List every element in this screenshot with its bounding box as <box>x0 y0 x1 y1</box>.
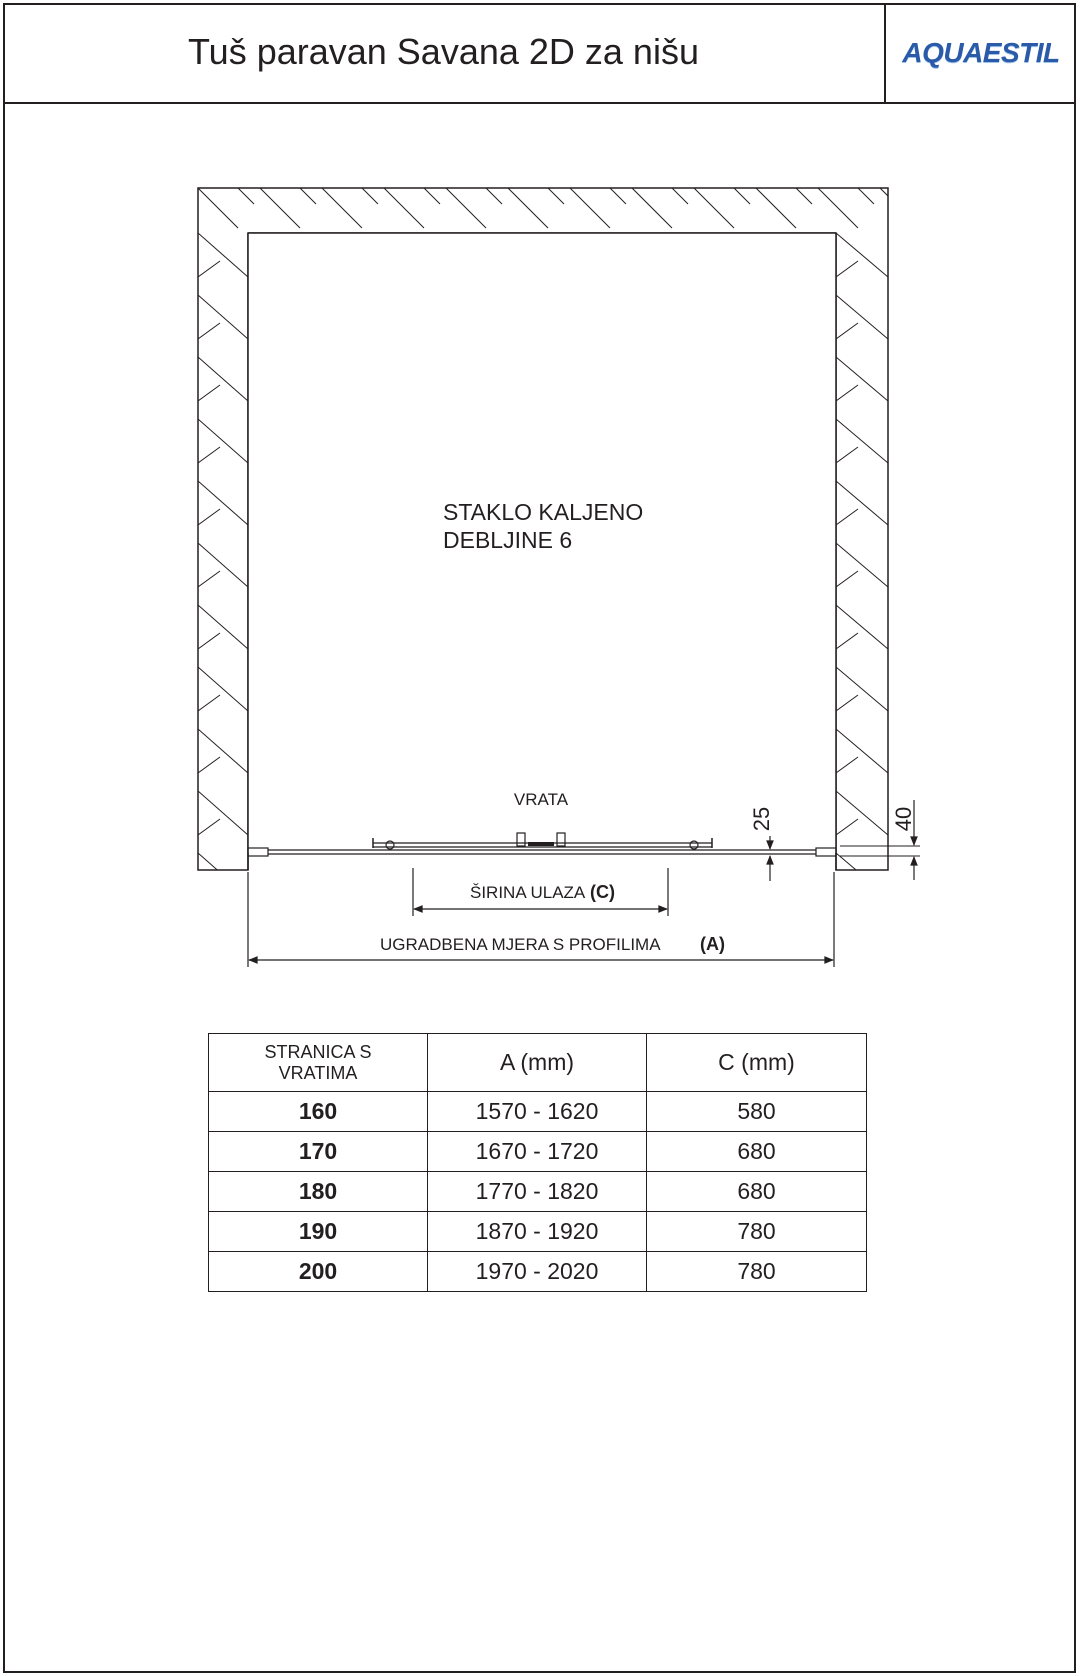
install-size-label: UGRADBENA MJERA S PROFILIMA <box>380 935 661 954</box>
table-row: 190 1870 - 1920 780 <box>209 1212 867 1252</box>
dimension-40 <box>840 800 920 880</box>
table-header-row <box>209 1034 867 1092</box>
entry-width-label: ŠIRINA ULAZA <box>470 883 586 902</box>
glass-label-line1: STAKLO KALJENO <box>443 499 644 525</box>
door-seal-icon <box>528 842 554 846</box>
logo-text: AQUAESTIL <box>902 37 1060 68</box>
entry-width-code: (C) <box>590 882 615 902</box>
entry-width-dimension <box>413 868 668 916</box>
glass-label-line2: DEBLJINE 6 <box>443 527 573 553</box>
table-row: 170 1670 - 1720 680 <box>209 1132 867 1172</box>
header-side-with-door: STRANICA S VRATIMA <box>209 1034 428 1092</box>
header-c-mm: C (mm) <box>647 1034 867 1092</box>
table-row: 180 1770 - 1820 680 <box>209 1172 867 1212</box>
dim-40-label: 40 <box>891 806 916 832</box>
dimension-table <box>208 1033 867 1292</box>
dim-25-label: 25 <box>749 806 774 832</box>
install-size-code: (A) <box>700 934 725 954</box>
table-row: 160 1570 - 1620 580 <box>209 1092 867 1132</box>
page-title: Tuš paravan Savana 2D za nišu <box>188 31 699 72</box>
header-a-mm: A (mm) <box>428 1034 647 1092</box>
table-row: 200 1970 - 2020 780 <box>209 1252 867 1292</box>
door-label: VRATA <box>513 790 569 809</box>
